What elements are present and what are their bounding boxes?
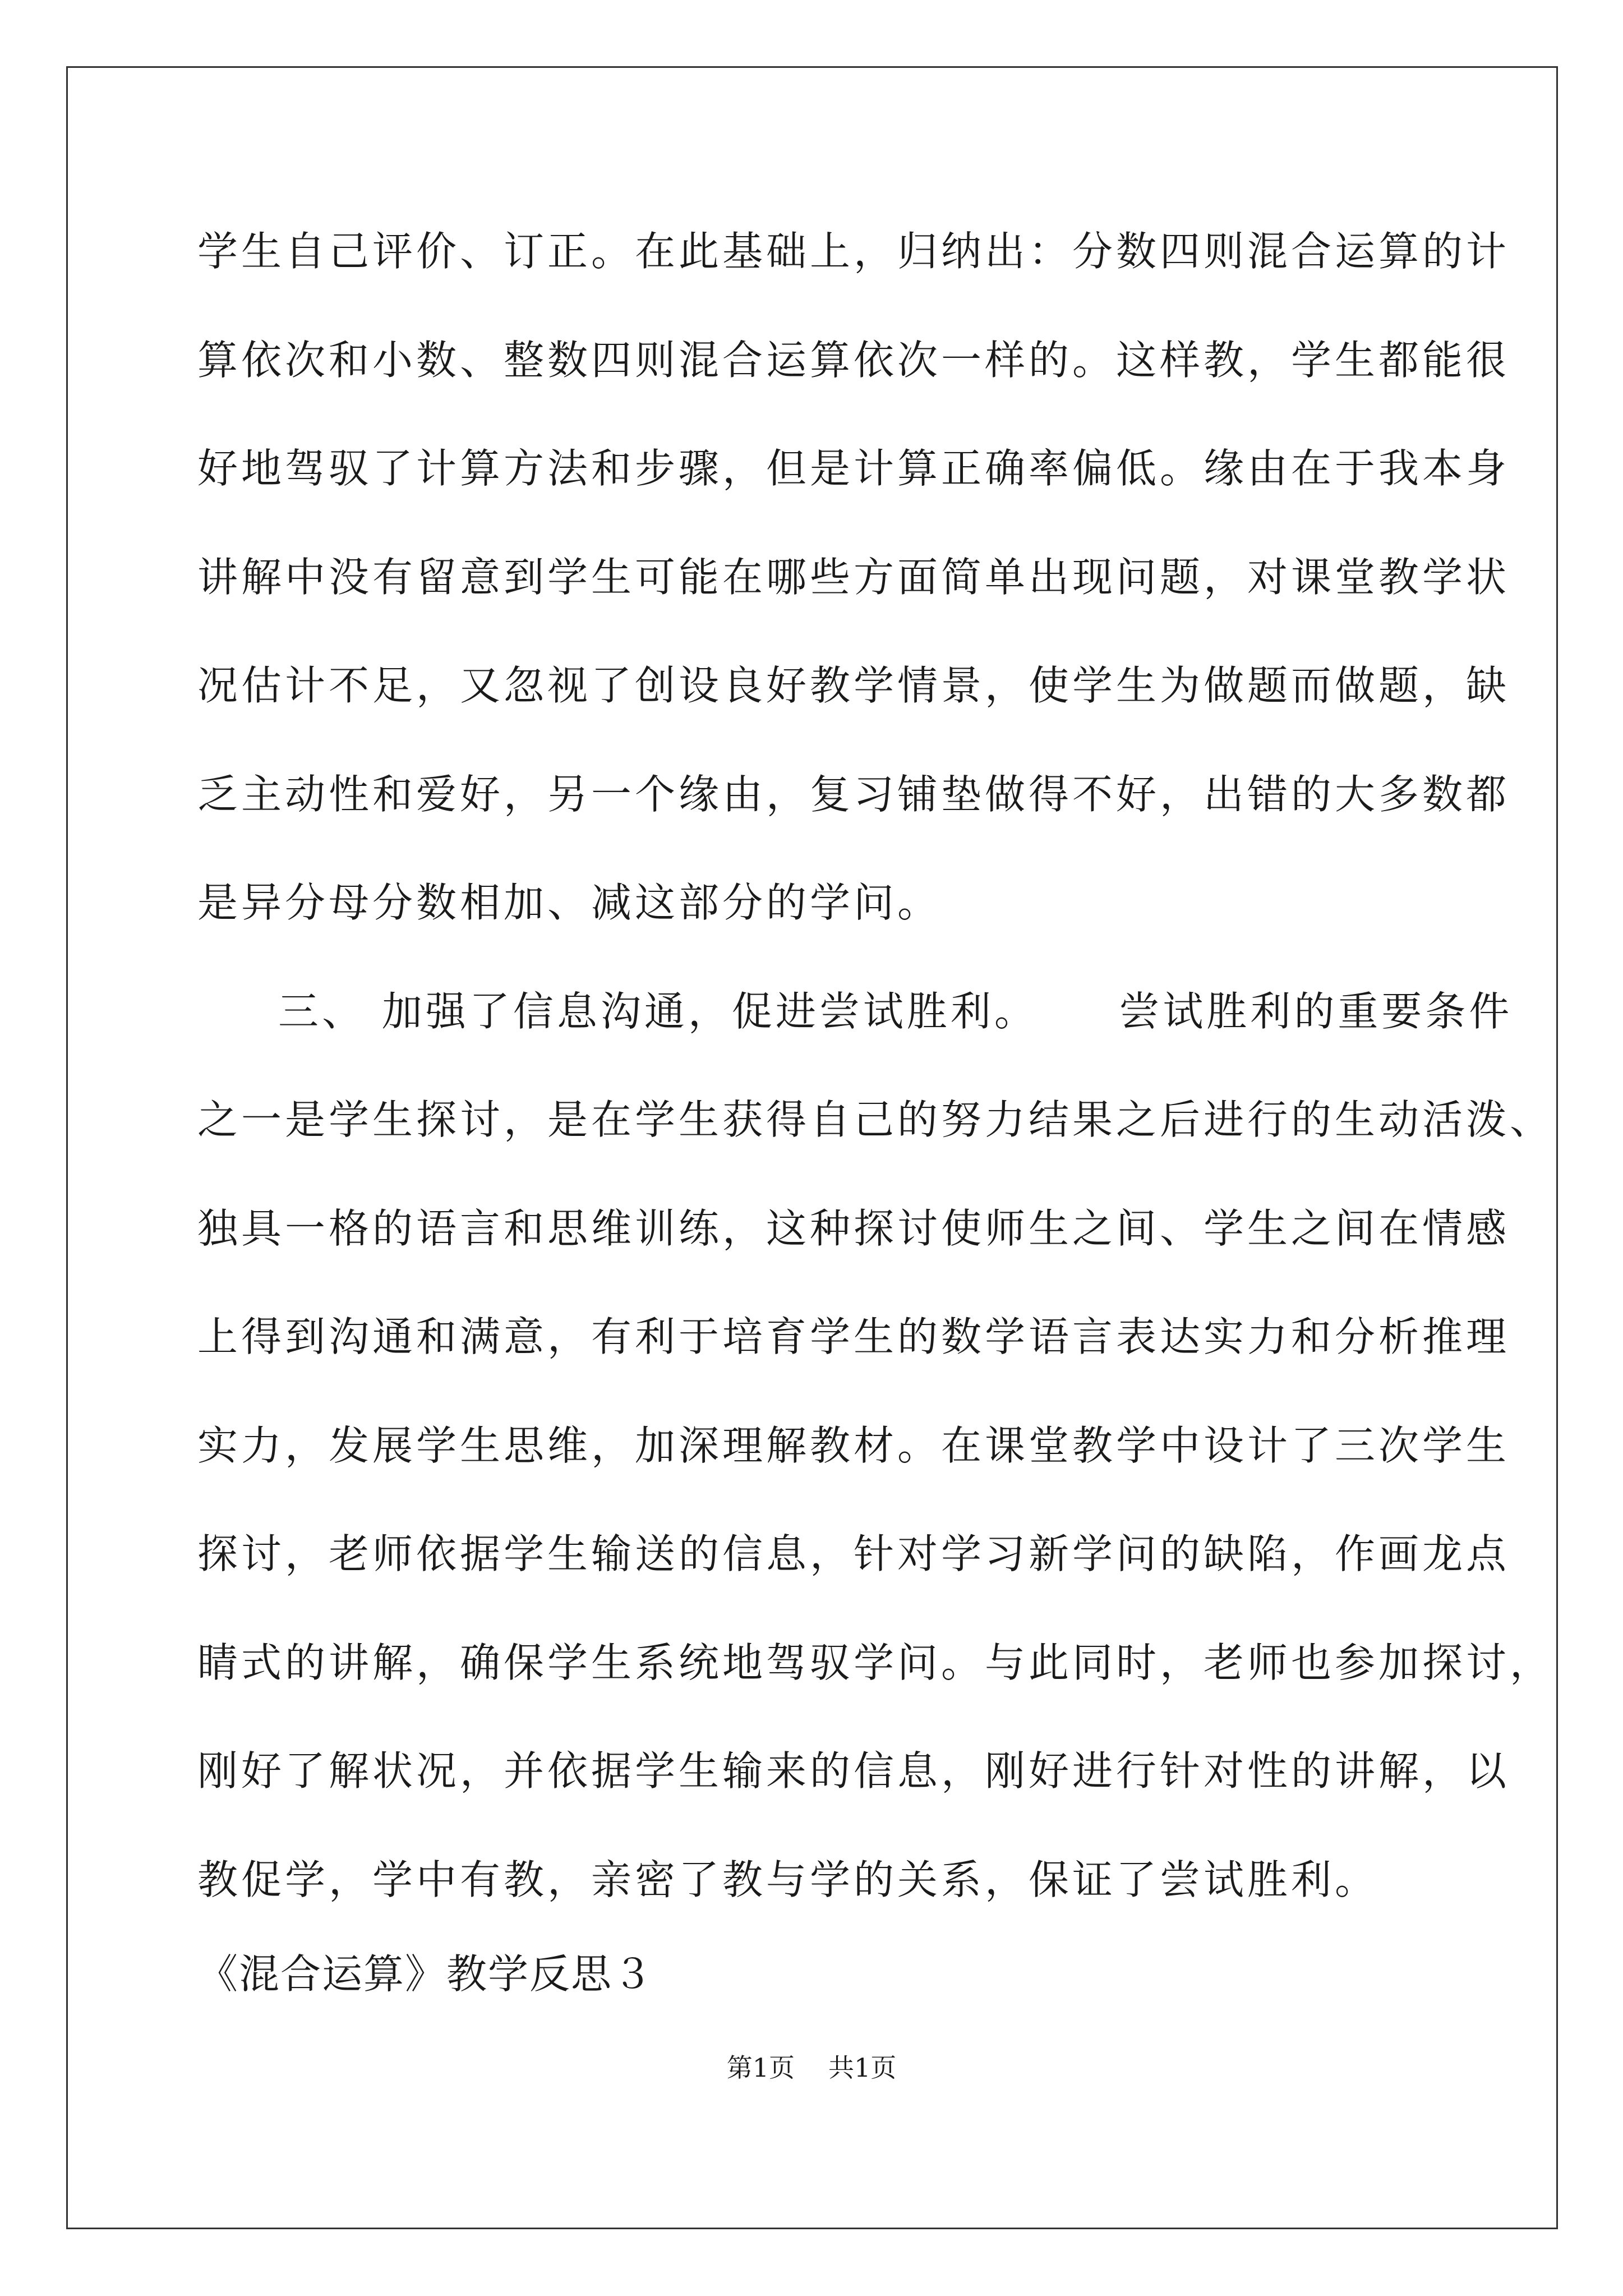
text-line: 三、 加强了信息沟通，促进尝试胜利。 尝试胜利的重要条件 [278,988,1513,1035]
text-line: 学生自己评价、订正。在此基础上，归纳出：分数四则混合运算的计 [197,228,1510,275]
text-line: 算依次和小数、整数四则混合运算依次一样的。这样教，学生都能很 [197,337,1510,384]
page-footer [0,2051,1623,2085]
text-line: 之一是学生探讨，是在学生获得自己的努力结果之后进行的生动活泼、 [197,1096,1554,1143]
text-line: 好地驾驭了计算方法和步骤，但是计算正确率偏低。缘由在于我本身 [197,445,1510,492]
text-line: 乏主动性和爱好，另一个缘由，复习铺垫做得不好，出错的大多数都 [197,771,1510,818]
text-line: 独具一格的语言和思维训练，这种探讨使师生之间、学生之间在情感 [197,1205,1510,1252]
text-line: 况估计不足，又忽视了创设良好教学情景，使学生为做题而做题，缺 [197,662,1510,709]
section-heading: 《混合运算》教学反思３ [197,1950,654,1998]
text-line: 刚好了解状况，并依据学生输来的信息，刚好进行针对性的讲解，以 [197,1747,1510,1795]
page-number: 第1页 [726,2053,795,2083]
text-line: 是异分母分数相加、减这部分的学问。 [197,879,942,926]
text-line: 教促学，学中有教，亲密了教与学的关系，保证了尝试胜利。 [197,1856,1379,1903]
text-line: 讲解中没有留意到学生可能在哪些方面简单出现问题，对课堂教学状 [197,554,1510,601]
text-line: 实力，发展学生思维，加深理解教材。在课堂教学中设计了三次学生 [197,1422,1510,1469]
page-total: 共1页 [828,2053,897,2083]
text-line: 睛式的讲解，确保学生系统地驾驭学问。与此同时，老师也参加探讨， [197,1639,1554,1686]
text-line: 探讨，老师依据学生输送的信息，针对学习新学问的缺陷，作画龙点 [197,1530,1510,1577]
text-line: 上得到沟通和满意，有利于培育学生的数学语言表达实力和分析推理 [197,1313,1510,1360]
